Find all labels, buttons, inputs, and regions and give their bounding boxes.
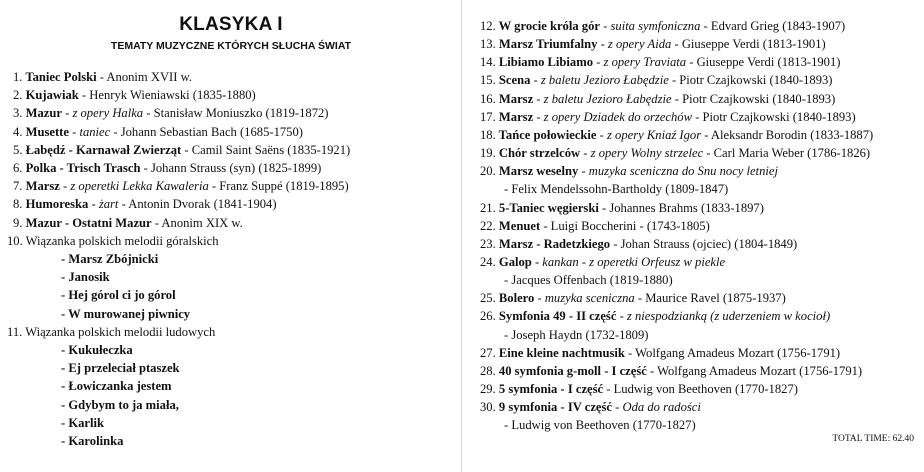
track-composer: - Wolfgang Amadeus Mozart (1756-1791) [646, 363, 863, 378]
track-title: - Karlik [61, 415, 105, 430]
track-title: 5 symfonia - I część [495, 382, 604, 396]
track-title: Marsz weselny [495, 164, 579, 179]
right-panel [463, 0, 924, 472]
track-note: - z operetki Lekka Kawaleria [59, 179, 209, 194]
track-composer: - Piotr Czajkowski (1840-1893) [691, 109, 856, 124]
track-title: Galop [495, 254, 532, 269]
track-note: - kankan - z operetki Orfeusz w piekle [531, 254, 726, 269]
track-composer: - Joseph Haydn (1732-1809) [504, 327, 649, 342]
track-title: Eine kleine nachtmusik [495, 345, 625, 360]
track-row [480, 128, 873, 143]
track-number: 22. [480, 218, 496, 233]
track-note: - z opery Aida [597, 37, 672, 52]
track-title: Libiamo Libiamo [495, 55, 594, 70]
track-title: Mazur - Ostatni Mazur [22, 215, 152, 230]
track-row [480, 164, 778, 179]
track-title: Taniec Polski [22, 70, 97, 84]
track-row [13, 106, 329, 121]
track-number: 3. [13, 106, 23, 121]
track-number: 11. [7, 324, 23, 339]
track-row [13, 143, 350, 158]
track-composer: - Johann Strauss (syn) (1825-1899) [140, 161, 322, 175]
track-row [480, 291, 786, 306]
track-title: Łabędź - Karnawał Zwierząt [22, 142, 182, 157]
track-row [480, 55, 840, 70]
track-number: 21. [480, 200, 496, 215]
track-row [480, 19, 845, 34]
track-number: 5. [13, 142, 23, 157]
track-row [61, 379, 172, 394]
track-row [480, 110, 856, 125]
track-row [61, 434, 123, 449]
track-title: W grocie króla gór [495, 19, 600, 33]
track-number: 15. [480, 73, 496, 88]
track-composer: - Johan Strauss (ojciec) (1804-1849) [610, 236, 798, 251]
track-composer: - Luigi Boccherini - (1743-1805) [540, 218, 710, 233]
track-composer: - Anonim XIX w. [151, 215, 243, 230]
track-row [480, 37, 826, 52]
track-composer: - Johann Sebastian Bach (1685-1750) [110, 124, 303, 139]
page-divider [461, 0, 462, 472]
track-row [480, 255, 725, 270]
track-note: - muzyka sceniczna [534, 291, 635, 306]
track-row [480, 364, 862, 379]
track-composer: Wiązanka polskich melodii góralskich [22, 233, 219, 248]
track-title: Marsz [495, 91, 534, 106]
track-composer: - Piotr Czajkowski (1840-1893) [668, 73, 833, 88]
track-number: 6. [13, 161, 23, 175]
track-number: 20. [480, 164, 496, 179]
track-row [480, 219, 710, 234]
track-title: - W murowanej piwnicy [61, 306, 191, 321]
track-composer: - Aleksandr Borodin (1833-1887) [701, 127, 874, 142]
track-composer: Wiązanka polskich melodii ludowych [22, 324, 216, 339]
track-row [61, 288, 176, 303]
track-number: 13. [480, 37, 496, 52]
track-title: Polka - Trisch Trasch [22, 161, 141, 175]
track-note: - z baletu Jezioro Łabędzie [530, 73, 669, 88]
track-row [480, 146, 870, 161]
track-number: 17. [480, 109, 496, 124]
track-composer: - Ludwig von Beethoven (1770-1827) [603, 382, 798, 396]
track-number: 29. [480, 382, 496, 396]
track-note: - taniec [68, 124, 111, 139]
track-number: 8. [13, 197, 23, 212]
track-composer: - Ludwig von Beethoven (1770-1827) [504, 418, 696, 433]
track-row [13, 197, 277, 212]
track-row [61, 343, 133, 358]
track-row [480, 237, 797, 252]
track-number: 2. [13, 88, 23, 103]
track-row [504, 418, 696, 433]
track-composer: - Piotr Czajkowski (1840-1893) [671, 91, 836, 106]
track-composer: - Camil Saint Saëns (1835-1921) [181, 142, 351, 157]
track-row [480, 92, 835, 107]
track-note: - z opery Dziadek do orzechów [533, 109, 692, 124]
track-composer: - Franz Suppé (1819-1895) [208, 179, 349, 194]
track-title: Marsz [495, 109, 534, 124]
track-number: 27. [480, 345, 496, 360]
track-number: 16. [480, 91, 496, 106]
track-note: - z opery Wolny strzelec [580, 146, 704, 161]
track-note: - z opery Halka [61, 106, 144, 121]
track-composer: - Edvard Grieg (1843-1907) [700, 19, 846, 33]
track-number: 18. [480, 127, 496, 142]
track-title: Musette [22, 124, 69, 139]
track-row [480, 346, 840, 361]
track-composer: - Henryk Wieniawski (1835-1880) [78, 88, 256, 103]
track-row [61, 398, 179, 413]
track-number: 19. [480, 146, 496, 161]
track-title: Mazur [22, 106, 62, 121]
track-composer: - Stanisław Moniuszko (1819-1872) [143, 106, 329, 121]
album-subtitle: TEMATY MUZYCZNE KTÓRYCH SŁUCHA ŚWIAT [110, 40, 352, 52]
track-row [13, 70, 192, 85]
track-title: Chór strzelców [495, 146, 581, 161]
track-composer: - Carl Maria Weber (1786-1826) [703, 146, 871, 161]
track-number: 1. [13, 70, 23, 84]
track-number: 30. [480, 400, 496, 415]
track-title: Humoreska [22, 197, 89, 212]
track-title: Marsz [22, 179, 60, 194]
track-title: Symfonia 49 - II część [495, 309, 617, 324]
track-row [7, 325, 215, 340]
track-number: 25. [480, 291, 496, 306]
track-row [61, 270, 110, 285]
track-row [13, 179, 349, 194]
track-row [480, 201, 764, 216]
track-number: 9. [13, 215, 23, 230]
track-composer: - Giuseppe Verdi (1813-1901) [686, 55, 841, 70]
track-number: 28. [480, 363, 496, 378]
track-composer: - Wolfgang Amadeus Mozart (1756-1791) [624, 345, 841, 360]
album-title: KLASYKA I [179, 14, 283, 35]
track-note: - z niespodzianką (z uderzeniem w kocioł) [616, 309, 831, 324]
track-row [480, 309, 830, 324]
track-title: - Ej przeleciał ptaszek [61, 361, 180, 376]
track-title: - Karolinka [61, 434, 124, 448]
track-note: - Oda do radości [612, 400, 701, 415]
track-title: - Łowiczanka jestem [61, 379, 172, 394]
track-row [504, 273, 673, 288]
track-composer: - Antonin Dvorak (1841-1904) [118, 197, 277, 212]
track-title: 5-Taniec węgierski [495, 200, 599, 215]
track-title: - Kukułeczka [61, 343, 133, 357]
track-row [61, 361, 180, 376]
track-title: 9 symfonia - IV część [495, 400, 612, 415]
total-time: TOTAL TIME: 62.40 [832, 434, 914, 444]
track-number: 14. [480, 55, 496, 70]
track-title: Marsz - Radetzkiego [495, 236, 611, 251]
track-note: - suita symfoniczna [600, 19, 701, 33]
track-composer: - Jacques Offenbach (1819-1880) [504, 273, 673, 288]
track-row [13, 161, 321, 176]
track-row [61, 416, 104, 431]
track-note: - muzyka sceniczna do Snu nocy letniej [578, 164, 778, 179]
track-number: 4. [13, 124, 23, 139]
track-title: Bolero [495, 291, 535, 306]
track-row [504, 328, 648, 343]
track-row [61, 252, 158, 267]
track-title: - Gdybym to ja miała, [61, 397, 179, 412]
track-row [7, 234, 219, 249]
track-row [480, 73, 833, 88]
track-title: 40 symfonia g-moll - I część [495, 363, 647, 378]
track-title: - Hej górol ci jo górol [61, 288, 176, 303]
track-composer: - Maurice Ravel (1875-1937) [634, 291, 786, 306]
track-title: Tańce połowieckie [495, 127, 597, 142]
track-note: - z opery Traviata [593, 55, 687, 70]
track-note: - żart [88, 197, 119, 212]
track-title: Kujawiak [22, 88, 79, 103]
track-composer: - Felix Mendelssohn-Bartholdy (1809-1847) [504, 182, 729, 197]
track-number: 24. [480, 254, 496, 269]
track-number: 12. [480, 19, 496, 33]
track-composer: - Giuseppe Verdi (1813-1901) [671, 37, 826, 52]
track-row [13, 216, 243, 231]
track-row [13, 88, 256, 103]
track-title: Scena [495, 73, 531, 88]
track-note: - z baletu Jezioro Łabędzie [533, 91, 672, 106]
track-title: - Marsz Zbójnicki [61, 252, 159, 266]
track-note: - z opery Kniaź Igor [596, 127, 702, 142]
track-title: Marsz Triumfalny [495, 37, 598, 52]
track-row [61, 307, 190, 322]
track-title: Menuet [495, 218, 541, 233]
track-row [13, 125, 303, 140]
track-row [504, 182, 728, 197]
track-row [480, 382, 798, 397]
track-row [480, 400, 701, 415]
track-composer: - Johannes Brahms (1833-1897) [598, 200, 764, 215]
track-number: 23. [480, 236, 496, 251]
track-title: - Janosik [61, 270, 110, 285]
track-number: 26. [480, 309, 496, 324]
track-number: 10. [7, 233, 23, 248]
track-number: 7. [13, 179, 23, 194]
track-composer: - Anonim XVII w. [96, 70, 193, 84]
